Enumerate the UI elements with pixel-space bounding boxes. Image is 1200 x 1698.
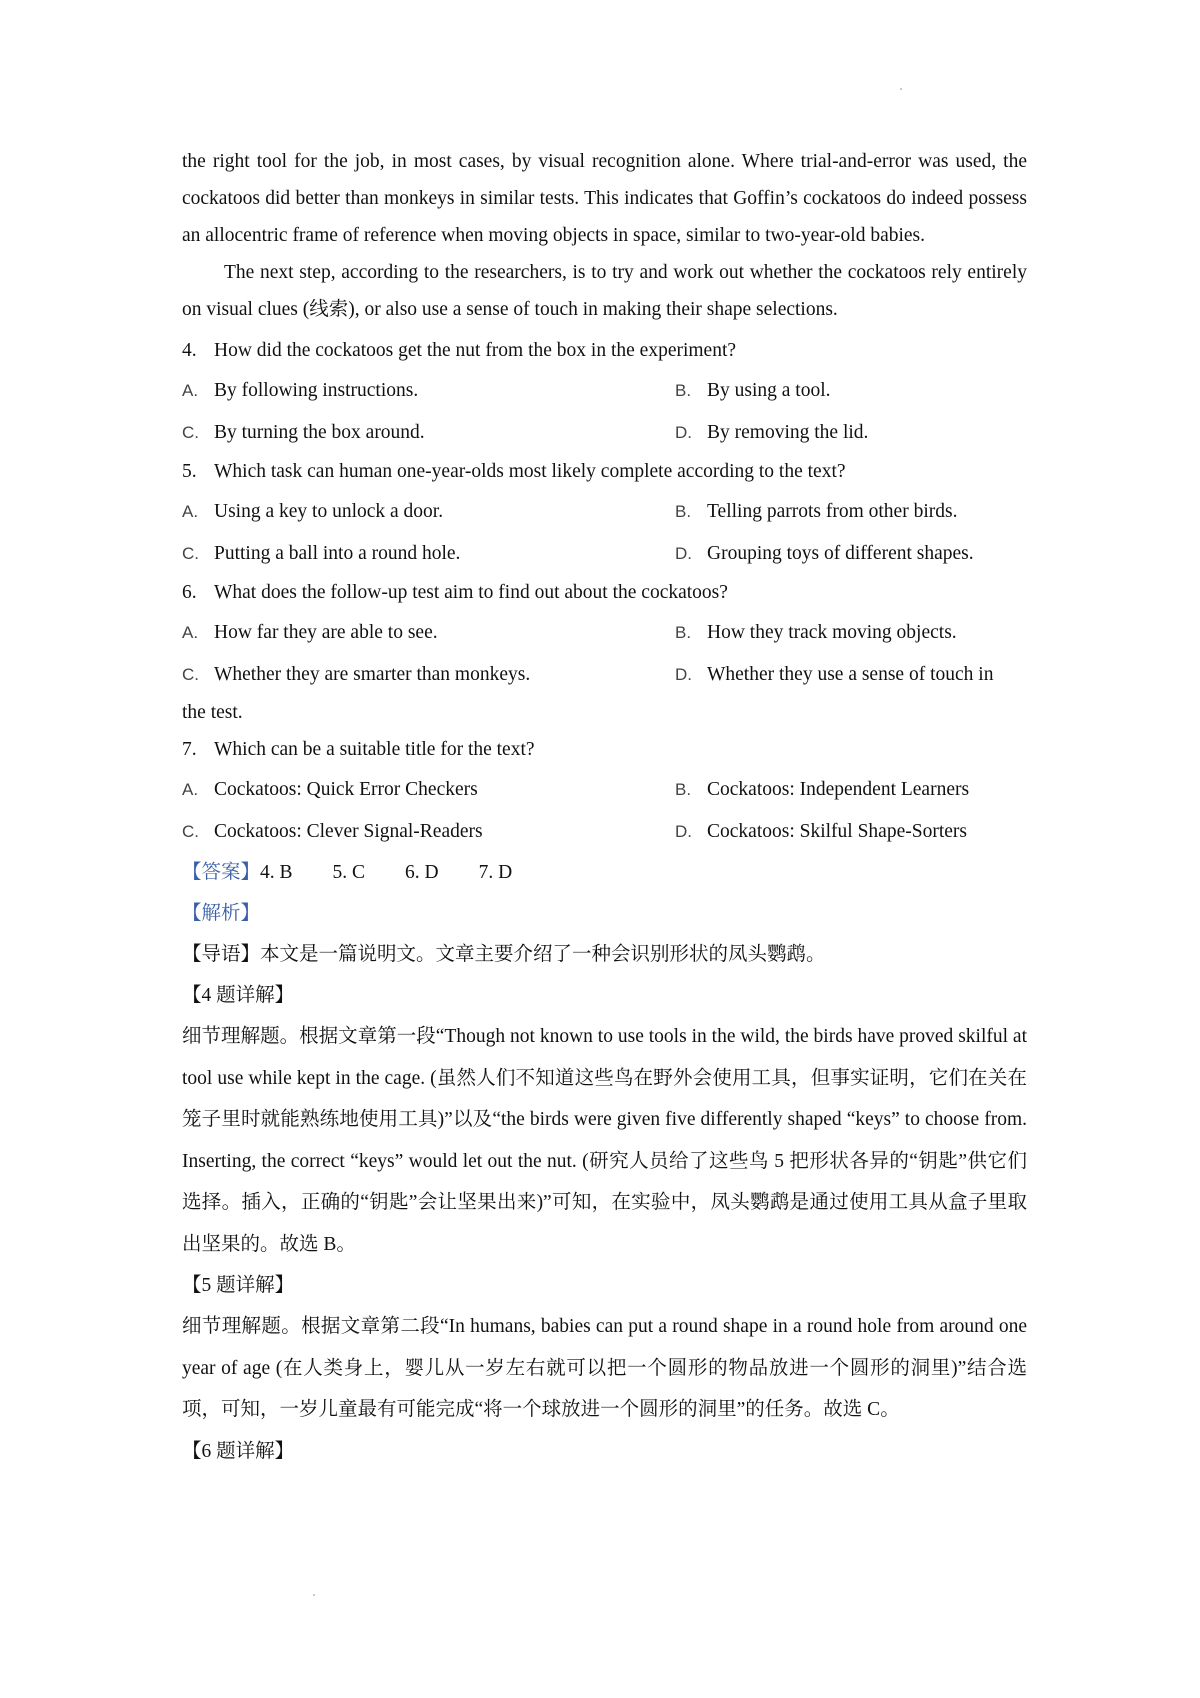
scan-speck (900, 88, 902, 90)
answer-key: 7. D (478, 862, 513, 883)
page-content (182, 143, 1027, 1472)
passage-paragraph-2: The next step, according to the researchers, is to try and work out whether the cockatoos rely entirely on visual clues (线索), or also use a sense of touch in making their shape selections. (182, 262, 1027, 320)
detail-body-5: 细节理解题。根据文章第二段“In humans, babies can put a round shape in a round hole from around one year of age (在人类身上，婴儿从一岁左右就可以把一个圆形的物品放进一个圆形的洞里)”结合选项，可知，一岁儿童最有可能完成“将一个球放进一个圆形的洞里”的任务。故选 C。 (182, 1316, 1027, 1420)
detail-heading-4: 【4 题详解】 (182, 985, 295, 1006)
option-c[interactable]: C. Whether they are smarter than monkeys. (182, 663, 531, 685)
option-c[interactable]: C. By turning the box around. (182, 421, 425, 443)
analysis-label: 【解析】 (182, 903, 261, 924)
option-a[interactable]: A. By following instructions. (182, 380, 419, 401)
option-d[interactable]: D. By removing the lid. (675, 421, 869, 443)
option-row (182, 769, 1027, 811)
question-text: What does the follow-up test aim to find out about the cockatoos? (214, 582, 728, 603)
option-row (182, 533, 1027, 575)
option-c[interactable]: C. Putting a ball into a round hole. (182, 542, 461, 564)
option-b[interactable]: B. How they track moving objects. (675, 622, 957, 643)
detail-heading-6: 【6 题详解】 (182, 1440, 295, 1462)
question-text: Which can be a suitable title for the text? (214, 739, 535, 760)
question-number: 6. (182, 582, 197, 603)
option-d[interactable]: D. Grouping toys of different shapes. (675, 542, 974, 564)
detail-body-4: 细节理解题。根据文章第一段“Though not known to use tools in the wild, the birds have proved skilful at tool use while kept in the cage. (虽然人们不知道这些鸟在野外会使用工具，但事实证明，它们在关在笼子里时就能熟练地使用工具)”以及“the birds were given five differently shaped “keys” to choose from. Inserting, the correct “keys” would let out the nut. (研究人员给了这些鸟 5 把形状各异的“钥匙”供它们选择。插入，正确的“钥匙”会让坚果出来)”可知，在实验中，凤头鹦鹉是通过使用工具从盒子里取出坚果的。故选 B。 (182, 1026, 1027, 1255)
option-c[interactable]: C. Cockatoos: Clever Signal-Readers (182, 820, 483, 842)
question-6 (182, 574, 1027, 612)
option-row (182, 491, 1027, 533)
question-text: Which task can human one-year-olds most likely complete according to the text? (214, 461, 846, 482)
answer-label: 【答案】 (182, 862, 261, 883)
option-b[interactable]: B. Telling parrots from other birds. (675, 501, 958, 522)
question-5 (182, 453, 1027, 491)
option-row (182, 370, 1027, 412)
answer-line (182, 852, 1027, 893)
option-row (182, 612, 1027, 654)
detail-heading-5: 【5 题详解】 (182, 1275, 295, 1296)
question-4 (182, 332, 1027, 370)
option-a[interactable]: A. Using a key to unlock a door. (182, 501, 444, 522)
option-row (182, 811, 1027, 853)
option-a[interactable]: A. How far they are able to see. (182, 622, 438, 643)
option-b[interactable]: B. By using a tool. (675, 380, 831, 401)
question-7 (182, 731, 1027, 769)
option-d[interactable]: D. Whether they use a sense of touch in (675, 663, 994, 685)
answer-key: 6. D (405, 862, 439, 883)
option-d[interactable]: D. Cockatoos: Skilful Shape-Sorters (675, 820, 967, 842)
option-row (182, 412, 1027, 454)
question-text: How did the cockatoos get the nut from the box in the experiment? (214, 340, 737, 361)
option-row (182, 654, 1027, 696)
option-d-continuation: the test. (182, 702, 243, 723)
passage-paragraph-1: the right tool for the job, in most cases, by visual recognition alone. Where trial-and-error was used, the cockatoos did better than monkeys in similar tests. This indicates that Goffin’s cockatoos do indeed possess an allocentric frame of reference when moving objects in space, similar to two-year-old babies. (182, 151, 1027, 246)
question-number: 4. (182, 340, 197, 361)
option-b[interactable]: B. Cockatoos: Independent Learners (675, 779, 970, 800)
scan-speck (313, 1594, 315, 1596)
answer-key: 5. C (332, 862, 366, 883)
question-number: 5. (182, 461, 197, 482)
question-number: 7. (182, 739, 197, 760)
option-a[interactable]: A. Cockatoos: Quick Error Checkers (182, 779, 478, 800)
answer-key: 4. B (260, 862, 293, 883)
intro-line: 【导语】本文是一篇说明文。文章主要介绍了一种会识别形状的凤头鹦鹉。 (182, 944, 826, 965)
